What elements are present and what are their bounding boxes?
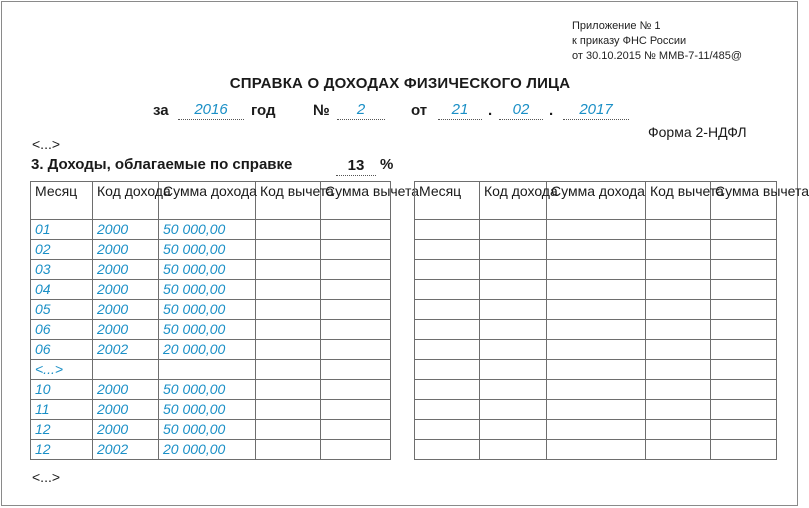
left-cell-deduction-amount bbox=[321, 380, 391, 400]
left-cell-deduction-amount bbox=[321, 440, 391, 460]
right-header-deduction-code: Код вычета bbox=[646, 182, 711, 220]
left-cell-month: 01 bbox=[31, 220, 93, 240]
left-cell-income-code: 2000 bbox=[93, 300, 159, 320]
left-cell-month: 04 bbox=[31, 280, 93, 300]
right-cell-deduction-amount bbox=[711, 280, 777, 300]
right-cell-month bbox=[415, 360, 480, 380]
date-dot-1: . bbox=[488, 102, 493, 119]
left-table-row bbox=[31, 280, 391, 300]
right-cell-income-code bbox=[480, 220, 547, 240]
left-cell-deduction-code bbox=[256, 360, 321, 380]
right-cell-income-amount bbox=[547, 280, 646, 300]
right-cell-income-amount bbox=[547, 240, 646, 260]
right-cell-deduction-code bbox=[646, 420, 711, 440]
left-cell-deduction-code bbox=[256, 340, 321, 360]
left-cell-deduction-amount bbox=[321, 360, 391, 380]
right-cell-income-amount bbox=[547, 380, 646, 400]
left-cell-month: 10 bbox=[31, 380, 93, 400]
right-cell-deduction-code bbox=[646, 260, 711, 280]
left-cell-income-amount: 20 000,00 bbox=[159, 440, 256, 460]
left-cell-income-amount: 50 000,00 bbox=[159, 300, 256, 320]
form-name: Форма 2-НДФЛ bbox=[648, 124, 747, 140]
right-cell-deduction-amount bbox=[711, 220, 777, 240]
number-field: 2 bbox=[337, 101, 385, 120]
section-title: 3. Доходы, облагаемые по справке bbox=[31, 156, 293, 173]
percent-sign: % bbox=[380, 156, 394, 173]
left-cell-month: 11 bbox=[31, 400, 93, 420]
left-cell-income-amount: 50 000,00 bbox=[159, 380, 256, 400]
right-cell-income-amount bbox=[547, 400, 646, 420]
label-number-sign: № bbox=[313, 102, 330, 119]
right-cell-deduction-amount bbox=[711, 380, 777, 400]
left-table-row bbox=[31, 300, 391, 320]
right-cell-deduction-code bbox=[646, 340, 711, 360]
right-header-income-amount: Сумма дохода bbox=[547, 182, 646, 220]
left-cell-income-code: 2000 bbox=[93, 320, 159, 340]
left-cell-deduction-amount bbox=[321, 400, 391, 420]
left-cell-month: 05 bbox=[31, 300, 93, 320]
left-cell-deduction-amount bbox=[321, 220, 391, 240]
right-cell-month bbox=[415, 220, 480, 240]
left-cell-income-amount: 50 000,00 bbox=[159, 420, 256, 440]
left-cell-deduction-code bbox=[256, 280, 321, 300]
appendix-line-1: Приложение № 1 bbox=[572, 20, 661, 32]
omitted-marker-top: <...> bbox=[32, 136, 61, 152]
left-header-income-amount: Сумма дохода bbox=[159, 182, 256, 220]
left-cell-deduction-amount bbox=[321, 300, 391, 320]
left-cell-income-amount: 50 000,00 bbox=[159, 400, 256, 420]
left-cell-income-amount: 20 000,00 bbox=[159, 340, 256, 360]
left-cell-deduction-code bbox=[256, 420, 321, 440]
right-cell-month bbox=[415, 420, 480, 440]
right-cell-deduction-code bbox=[646, 300, 711, 320]
left-cell-income-amount: 50 000,00 bbox=[159, 320, 256, 340]
right-cell-deduction-code bbox=[646, 220, 711, 240]
right-cell-income-code bbox=[480, 320, 547, 340]
right-cell-deduction-code bbox=[646, 280, 711, 300]
omitted-marker-bottom: <...> bbox=[32, 469, 61, 485]
right-table-row bbox=[415, 360, 777, 380]
left-cell-income-code: 2002 bbox=[93, 440, 159, 460]
right-cell-month bbox=[415, 340, 480, 360]
right-table-row bbox=[415, 240, 777, 260]
label-ot: от bbox=[411, 102, 428, 119]
left-cell-month: 06 bbox=[31, 320, 93, 340]
right-cell-income-amount bbox=[547, 300, 646, 320]
right-header-deduction-amount: Сумма вычета bbox=[711, 182, 777, 220]
left-cell-deduction-code bbox=[256, 300, 321, 320]
right-cell-income-code bbox=[480, 360, 547, 380]
left-cell-month: 12 bbox=[31, 420, 93, 440]
left-cell-income-code: 2000 bbox=[93, 420, 159, 440]
left-cell-deduction-amount bbox=[321, 280, 391, 300]
right-cell-income-amount bbox=[547, 420, 646, 440]
right-table-row bbox=[415, 320, 777, 340]
left-header-deduction-code: Код вычета bbox=[256, 182, 321, 220]
left-cell-deduction-code bbox=[256, 220, 321, 240]
appendix-line-2: к приказу ФНС России bbox=[572, 35, 687, 47]
left-cell-income-code: 2000 bbox=[93, 220, 159, 240]
left-cell-deduction-code bbox=[256, 380, 321, 400]
right-cell-month bbox=[415, 300, 480, 320]
left-cell-deduction-amount bbox=[321, 320, 391, 340]
right-cell-deduction-code bbox=[646, 400, 711, 420]
left-table-row bbox=[31, 220, 391, 240]
appendix-note bbox=[572, 19, 742, 64]
right-table-row bbox=[415, 300, 777, 320]
right-cell-deduction-amount bbox=[711, 360, 777, 380]
label-god: год bbox=[251, 102, 276, 119]
appendix-line-3: от 30.10.2015 № ММВ-7-11/485@ bbox=[572, 50, 743, 62]
right-table-row bbox=[415, 380, 777, 400]
left-table-row bbox=[31, 360, 391, 380]
left-cell-income-code bbox=[93, 360, 159, 380]
left-table-row bbox=[31, 380, 391, 400]
left-cell-deduction-amount bbox=[321, 240, 391, 260]
left-cell-income-code: 2000 bbox=[93, 280, 159, 300]
right-cell-deduction-amount bbox=[711, 440, 777, 460]
right-cell-income-code bbox=[480, 400, 547, 420]
left-cell-income-amount: 50 000,00 bbox=[159, 280, 256, 300]
day-field: 21 bbox=[438, 101, 482, 120]
left-cell-income-code: 2002 bbox=[93, 340, 159, 360]
left-cell-income-code: 2000 bbox=[93, 260, 159, 280]
right-table-row bbox=[415, 220, 777, 240]
income-table-right bbox=[414, 181, 809, 460]
left-cell-deduction-code bbox=[256, 240, 321, 260]
right-cell-month bbox=[415, 440, 480, 460]
right-cell-deduction-amount bbox=[711, 320, 777, 340]
right-cell-deduction-code bbox=[646, 380, 711, 400]
left-cell-income-amount: 50 000,00 bbox=[159, 240, 256, 260]
left-table-row bbox=[31, 260, 391, 280]
right-cell-month bbox=[415, 280, 480, 300]
right-table-row bbox=[415, 260, 777, 280]
left-cell-month: <...> bbox=[31, 360, 93, 380]
left-table-row bbox=[31, 440, 391, 460]
left-cell-month: 03 bbox=[31, 260, 93, 280]
right-table-row bbox=[415, 340, 777, 360]
document-title: СПРАВКА О ДОХОДАХ ФИЗИЧЕСКОГО ЛИЦА bbox=[229, 75, 571, 92]
right-cell-income-code bbox=[480, 440, 547, 460]
left-table-row bbox=[31, 400, 391, 420]
doc-year-field: 2017 bbox=[563, 101, 629, 120]
left-cell-deduction-amount bbox=[321, 260, 391, 280]
right-cell-income-code bbox=[480, 340, 547, 360]
left-cell-income-code: 2000 bbox=[93, 240, 159, 260]
left-cell-deduction-amount bbox=[321, 340, 391, 360]
right-cell-deduction-code bbox=[646, 360, 711, 380]
right-cell-income-amount bbox=[547, 220, 646, 240]
right-cell-income-code bbox=[480, 420, 547, 440]
right-table-row bbox=[415, 280, 777, 300]
right-cell-deduction-amount bbox=[711, 300, 777, 320]
left-cell-income-code: 2000 bbox=[93, 380, 159, 400]
right-cell-month bbox=[415, 380, 480, 400]
right-cell-income-code bbox=[480, 260, 547, 280]
income-table-left bbox=[30, 181, 420, 460]
right-cell-income-code bbox=[480, 300, 547, 320]
right-cell-deduction-code bbox=[646, 320, 711, 340]
right-cell-income-amount bbox=[547, 260, 646, 280]
right-cell-deduction-code bbox=[646, 440, 711, 460]
right-cell-income-code bbox=[480, 240, 547, 260]
tax-rate-field: 13 bbox=[336, 157, 376, 176]
right-table-row bbox=[415, 400, 777, 420]
left-cell-deduction-code bbox=[256, 260, 321, 280]
left-header-deduction-amount: Сумма вычета bbox=[321, 182, 391, 220]
left-table-row bbox=[31, 240, 391, 260]
right-cell-month bbox=[415, 260, 480, 280]
right-cell-income-amount bbox=[547, 360, 646, 380]
right-cell-deduction-amount bbox=[711, 420, 777, 440]
left-cell-deduction-code bbox=[256, 440, 321, 460]
right-cell-income-amount bbox=[547, 440, 646, 460]
label-za: за bbox=[153, 102, 169, 119]
left-cell-deduction-code bbox=[256, 400, 321, 420]
year-field: 2016 bbox=[178, 101, 244, 120]
right-header-income-code: Код дохода bbox=[480, 182, 547, 220]
left-cell-deduction-code bbox=[256, 320, 321, 340]
left-cell-income-code: 2000 bbox=[93, 400, 159, 420]
right-header-month: Месяц bbox=[415, 182, 480, 220]
right-cell-month bbox=[415, 240, 480, 260]
right-cell-income-amount bbox=[547, 340, 646, 360]
right-cell-deduction-amount bbox=[711, 400, 777, 420]
month-field: 02 bbox=[499, 101, 543, 120]
right-cell-income-code bbox=[480, 380, 547, 400]
left-cell-income-amount: 50 000,00 bbox=[159, 260, 256, 280]
left-header-month: Месяц bbox=[31, 182, 93, 220]
right-cell-deduction-amount bbox=[711, 340, 777, 360]
right-cell-deduction-amount bbox=[711, 240, 777, 260]
left-cell-income-amount bbox=[159, 360, 256, 380]
right-table-row bbox=[415, 440, 777, 460]
right-cell-month bbox=[415, 400, 480, 420]
right-cell-month bbox=[415, 320, 480, 340]
left-cell-month: 12 bbox=[31, 440, 93, 460]
right-cell-deduction-code bbox=[646, 240, 711, 260]
right-table-row bbox=[415, 420, 777, 440]
left-table-row bbox=[31, 340, 391, 360]
left-table-row bbox=[31, 420, 391, 440]
left-table-row bbox=[31, 320, 391, 340]
right-cell-income-code bbox=[480, 280, 547, 300]
right-cell-income-amount bbox=[547, 320, 646, 340]
left-cell-deduction-amount bbox=[321, 420, 391, 440]
left-cell-income-amount: 50 000,00 bbox=[159, 220, 256, 240]
left-header-income-code: Код дохода bbox=[93, 182, 159, 220]
date-dot-2: . bbox=[549, 102, 554, 119]
left-cell-month: 06 bbox=[31, 340, 93, 360]
left-cell-month: 02 bbox=[31, 240, 93, 260]
right-cell-deduction-amount bbox=[711, 260, 777, 280]
